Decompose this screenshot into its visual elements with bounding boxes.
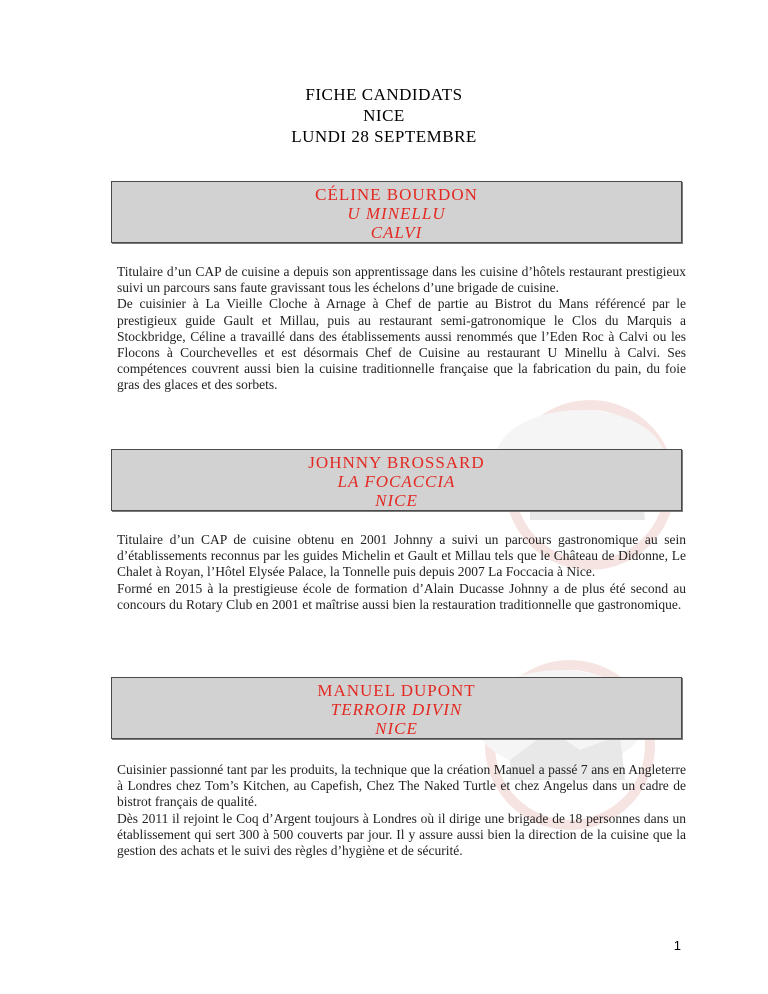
candidate-name: MANUEL DUPONT	[317, 681, 476, 700]
bio-paragraph: Titulaire d’un CAP de cuisine a depuis son apprentissage dans les cuisine d’hôtels restaurant prestigieux suivi un parcours sans faute gravissant tous les échelons d’une brigade de cuisine.	[117, 264, 686, 296]
candidate-bio-1	[117, 264, 686, 394]
page-number: 1	[673, 938, 681, 953]
candidate-restaurant: LA FOCACCIA	[337, 472, 456, 491]
bio-paragraph: Titulaire d’un CAP de cuisine obtenu en 2001 Johnny a suivi un parcours gastronomique au sein d’établissements reconnus par les guides Michelin et Gault et Millau tels que le Château de Didonne, Le Chalet à Royan, l’Hôtel Elysée Palace, la Tonnelle puis depuis 2007 La Foccacia à Nice.	[117, 532, 686, 580]
candidate-bio-3	[117, 762, 686, 859]
title-line-1: FICHE CANDIDATS	[305, 85, 463, 104]
bio-paragraph: Formé en 2015 à la prestigieuse école de formation d’Alain Ducasse Johnny a de plus été second au concours du Rotary Club en 2001 et maîtrise aussi bien la restauration traditionnelle que gastronomique.	[117, 580, 686, 612]
page-title	[0, 84, 768, 147]
candidate-header-2	[111, 449, 682, 511]
bio-paragraph: De cuisinier à La Vieille Cloche à Arnage à Chef de partie au Bistrot du Mans référencé par le prestigieux guide Gault et Millau, puis au restaurant semi-gatronomique le Clos du Marquis a Stockbridge, Céline a travaillé dans des établissements aussi renommés que l’Eden Roc à Calvi ou les Flocons à Courchevelles et est désormais Chef de Cuisine au restaurant U Minellu à Calvi. Ses compétences couvrent aussi bien la cuisine traditionnelle française que la fabrication du pain, du foie gras des glaces et des sorbets.	[117, 296, 686, 393]
candidate-name: CÉLINE BOURDON	[315, 185, 478, 204]
candidate-city: CALVI	[370, 223, 423, 242]
candidate-header-1	[111, 181, 682, 243]
candidate-bio-2	[117, 532, 686, 613]
candidate-name: JOHNNY BROSSARD	[308, 453, 485, 472]
bio-paragraph: Cuisinier passionné tant par les produits, la technique que la création Manuel a passé 7 ans en Angleterre à Londres chez Tom’s Kitchen, au Capefish, Chez The Naked Turtle et chez Angelus dans un cadre de bistrot français de qualité.	[117, 762, 686, 810]
candidate-restaurant: TERROIR DIVIN	[330, 700, 463, 719]
bio-paragraph: Dès 2011 il rejoint le Coq d’Argent toujours à Londres où il dirige une brigade de 18 personnes dans un établissement qui sert 300 à 500 couverts par jour. Il y assure aussi bien la direction de la cuisine que la gestion des achats et le suivi des règles d’hygiène et de sécurité.	[117, 810, 686, 859]
candidate-city: NICE	[375, 719, 418, 738]
title-line-3: LUNDI 28 SEPTEMBRE	[291, 127, 477, 146]
title-line-2: NICE	[363, 106, 405, 125]
candidate-city: NICE	[375, 491, 418, 510]
candidate-header-3	[111, 677, 682, 739]
candidate-restaurant: U MINELLU	[347, 204, 446, 223]
